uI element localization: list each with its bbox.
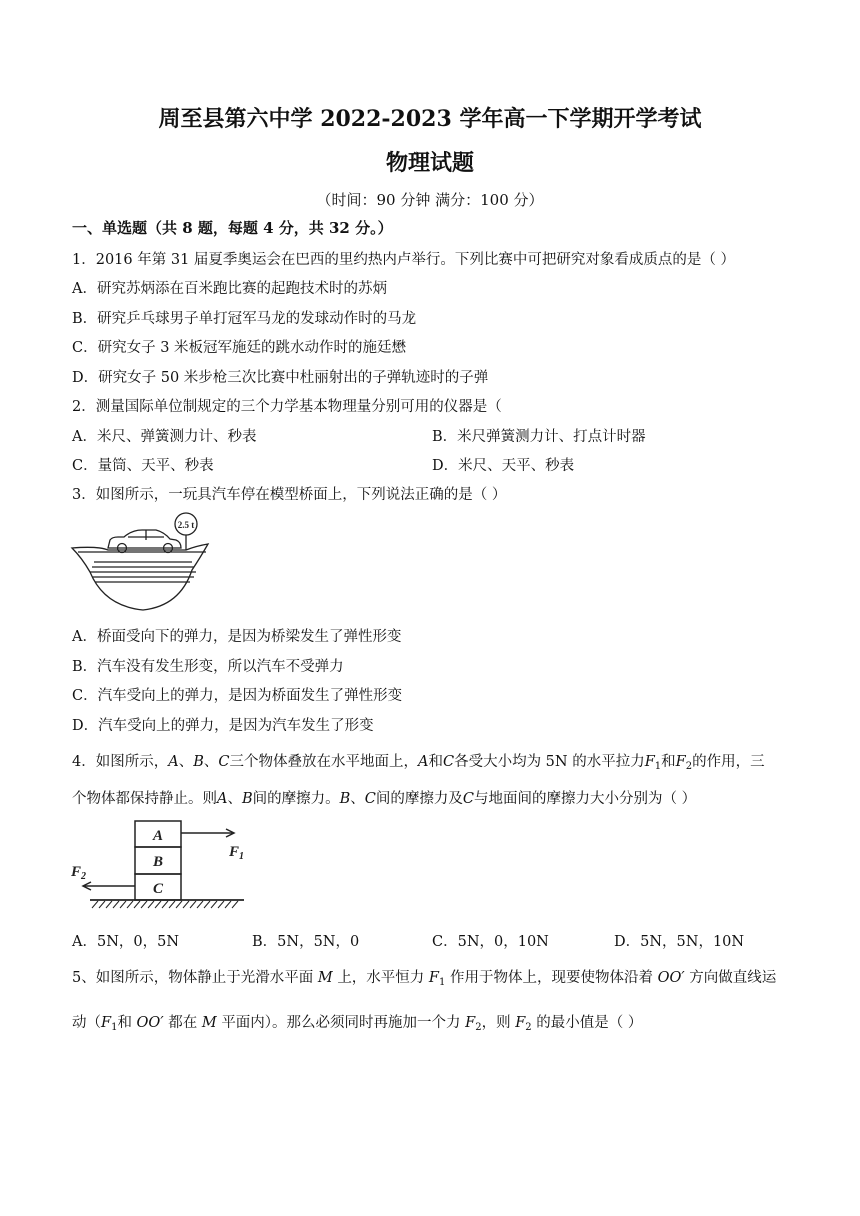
- q4-option-d: D．5N，5N，10N: [614, 934, 745, 950]
- q1-option-b: B．研究乒乓球男子单打冠军马龙的发球动作时的马龙: [72, 311, 417, 327]
- stacked-blocks-figure: [68, 818, 258, 914]
- q1-stem: 1．2016 年第 31 届夏季奥运会在巴西的里约热内卢举行。下列比赛中可把研究对象看成质点的是（ ）: [72, 252, 736, 268]
- exam-subtitle: 物理试题: [385, 150, 474, 176]
- section-heading: 一、单选题（共 8 题，每题 4 分，共 32 分。）: [72, 219, 393, 237]
- block-c-label: C: [152, 881, 164, 897]
- q3-option-a: A．桥面受向下的弹力，是因为桥梁发生了弹性形变: [72, 629, 402, 645]
- q3-option-b: B．汽车没有发生形变，所以汽车不受弹力: [72, 659, 344, 675]
- q5-stem-line1: 5、如图所示，物体静止于光滑水平面 M 上，水平恒力 $F_1$ 作用于物体上，现要使物体沿着 OO′ 方向做直线运: [72, 970, 777, 988]
- q2-option-d: D．米尺、天平、秒表: [432, 458, 575, 474]
- force-f1-label: $F_1$: [229, 844, 245, 862]
- q4-option-c: C．5N，0，10N: [432, 934, 549, 950]
- q1-option-d: D．研究女子 50 米步枪三次比赛中杜丽射出的子弹轨迹时的子弹: [72, 370, 489, 386]
- q5-stem-line2: 动（$F_1$和 OO′ 都在 M 平面内）。那么必须同时再施加一个力 $F_2$，则 $F_2$ 的最小值是（ ）: [72, 1015, 643, 1033]
- q4-stem-line1: 4．如图所示，A、B、C三个物体叠放在水平地面上，A和C各受大小均为 5N 的水平拉力$F_1$和$F_2$的作用，三: [72, 754, 765, 772]
- bridge-car-figure: [68, 510, 218, 615]
- q3-option-c: C．汽车受向上的弹力，是因为桥面发生了弹性形变: [72, 688, 403, 704]
- q3-option-d: D．汽车受向上的弹力，是因为汽车发生了形变: [72, 718, 374, 734]
- q3-stem: 3．如图所示，一玩具汽车停在模型桥面上，下列说法正确的是（ ）: [72, 487, 507, 503]
- q2-option-b: B．米尺弹簧测力计、打点计时器: [432, 429, 646, 445]
- block-a-label: A: [152, 828, 164, 844]
- q2-option-c: C．量筒、天平、秒表: [72, 458, 214, 474]
- q4-option-b: B．5N，5N，0: [252, 934, 360, 950]
- q4-option-a: A．5N，0，5N: [72, 934, 180, 950]
- q1-option-c: C．研究女子 3 米板冠军施廷的跳水动作时的施廷懋: [72, 340, 407, 356]
- load-sign-text: 2.5 t: [177, 520, 195, 530]
- block-b-label: B: [152, 854, 164, 870]
- q1-option-a: A．研究苏炳添在百米跑比赛的起跑技术时的苏炳: [72, 281, 387, 297]
- q2-option-a: A．米尺、弹簧测力计、秒表: [72, 429, 257, 445]
- exam-title: 周至县第六中学 2022-2023 学年高一下学期开学考试: [158, 106, 702, 132]
- q4-stem-line2: 个物体都保持静止。则A、B间的摩擦力。B、C间的摩擦力及C与地面间的摩擦力大小分别为（ ）: [72, 791, 697, 807]
- time-info: （时间：90 分钟 满分：100 分）: [316, 191, 544, 209]
- force-f2-label: $F_2$: [71, 864, 87, 882]
- q2-stem: 2．测量国际单位制规定的三个力学基本物理量分别可用的仪器是（: [72, 399, 502, 415]
